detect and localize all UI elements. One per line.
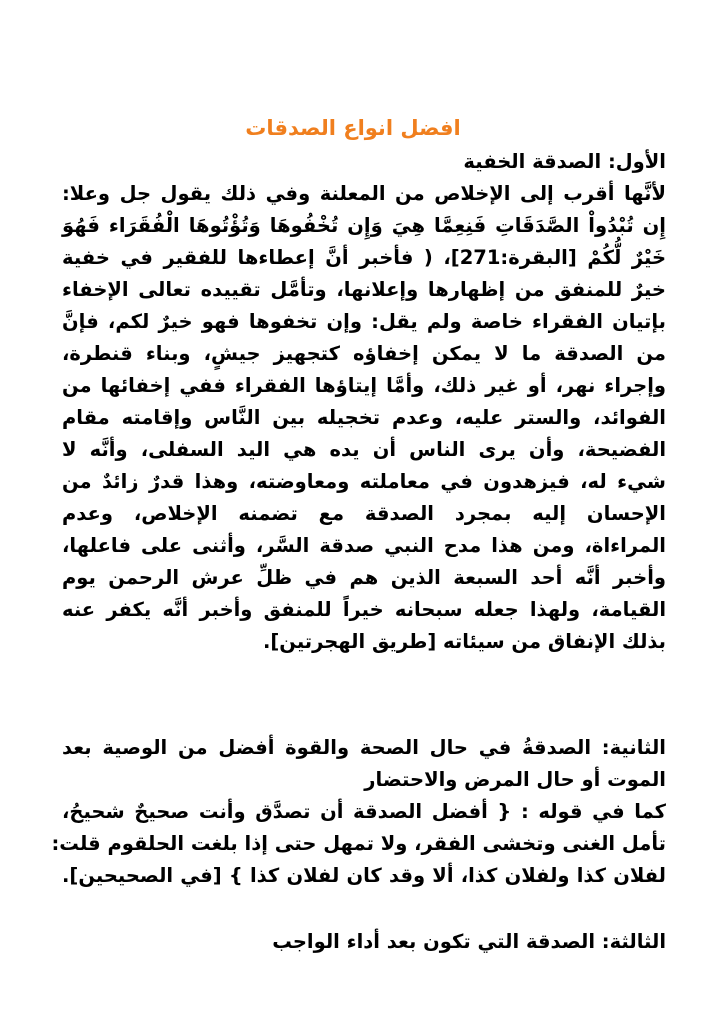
paragraph-line: من الصدقة ما لا يمكن إخفاؤه كتجهيز جيشٍ، وبناء قنطرة،	[62, 342, 666, 365]
paragraph-line: القيامة، ولهذا جعله سبحانه خيراً للمنفق وأخبر أنَّه يكفر عنه	[62, 598, 666, 621]
paragraph-line: إِن تُبْدُواْ الصَّدَقَاتِ فَنِعِمَّا هِيَ وَإِن تُخْفُوهَا وَتُؤْتُوهَا الْفُقَرَاء فَهُوَ	[62, 214, 666, 237]
paragraph-line: تأمل الغنى وتخشى الفقر، ولا تمهل حتى إذا بلغت الحلقوم قلت:	[51, 832, 666, 855]
paragraph-line: بذلك الإنفاق من سيئاته [طريق الهجرتين].	[262, 630, 666, 653]
paragraph-first-hidden-charity	[62, 146, 666, 658]
paragraph-third-charity-after-duty	[62, 926, 666, 958]
paragraph-line: المراءاة، ومن هذا مدح النبي صدقة السَّر، وأثنى على فاعلها،	[62, 534, 666, 557]
paragraph-line: الأول: الصدقة الخفية	[463, 150, 666, 173]
paragraph-line: شيء له، فيزهدون في معاملته ومعاوضته، وهذا قدرٌ زائدٌ من	[62, 470, 666, 493]
paragraph-line: الإحسان إليه بمجرد الصدقة مع تضمنه الإخلاص، وعدم	[62, 502, 666, 525]
paragraph-line: وأخبر أنَّه أحد السبعة الذين هم في ظلِّ عرش الرحمن يوم	[62, 566, 666, 589]
paragraph-line: خَيْرٌ لُّكُمْ [البقرة:271]، ( فأخبر أنَّ إعطاءها للفقير في خفية	[62, 246, 667, 269]
paragraph-line: بإتيان الفقراء خاصة ولم يقل: وإن تخفوها فهو خيرٌ لكم، فإنَّ	[62, 310, 666, 333]
paragraph-line: الثانية: الصدقةُ في حال الصحة والقوة أفضل من الوصية بعد	[62, 736, 666, 759]
document-title: افضل انواع الصدقات	[245, 116, 461, 140]
paragraph-line: لفلان كذا ولفلان كذا، ألا وقد كان لفلان كذا } [في الصحيحين].	[62, 864, 666, 887]
paragraph-second-charity-in-health	[51, 732, 666, 892]
paragraph-line: خيرٌ للمنفق من إظهارها وإعلانها، وتأمَّل تقييده تعالى الإخفاء	[62, 278, 666, 301]
paragraph-line: الثالثة: الصدقة التي تكون بعد أداء الواجب	[272, 930, 666, 953]
paragraph-line: لأنَّها أقرب إلى الإخلاص من المعلنة وفي ذلك يقول جل وعلا:	[62, 182, 666, 205]
paragraph-line: كما في قوله : { أفضل الصدقة أن تصدَّق وأنت صحيحٌ شحيحُ،	[62, 800, 666, 823]
paragraph-line: الموت أو حال المرض والاحتضار	[364, 768, 666, 791]
paragraph-line: الفضيحة، وأن يرى الناس أن يده هي اليد السفلى، وأنَّه لا	[62, 438, 666, 461]
paragraph-line: وإجراء نهر، أو غير ذلك، وأمَّا إيتاؤها الفقراء ففي إخفائها من	[62, 374, 666, 397]
paragraph-line: الفوائد، والستر عليه، وعدم تخجيله بين النَّاس وإقامته مقام	[62, 406, 666, 429]
